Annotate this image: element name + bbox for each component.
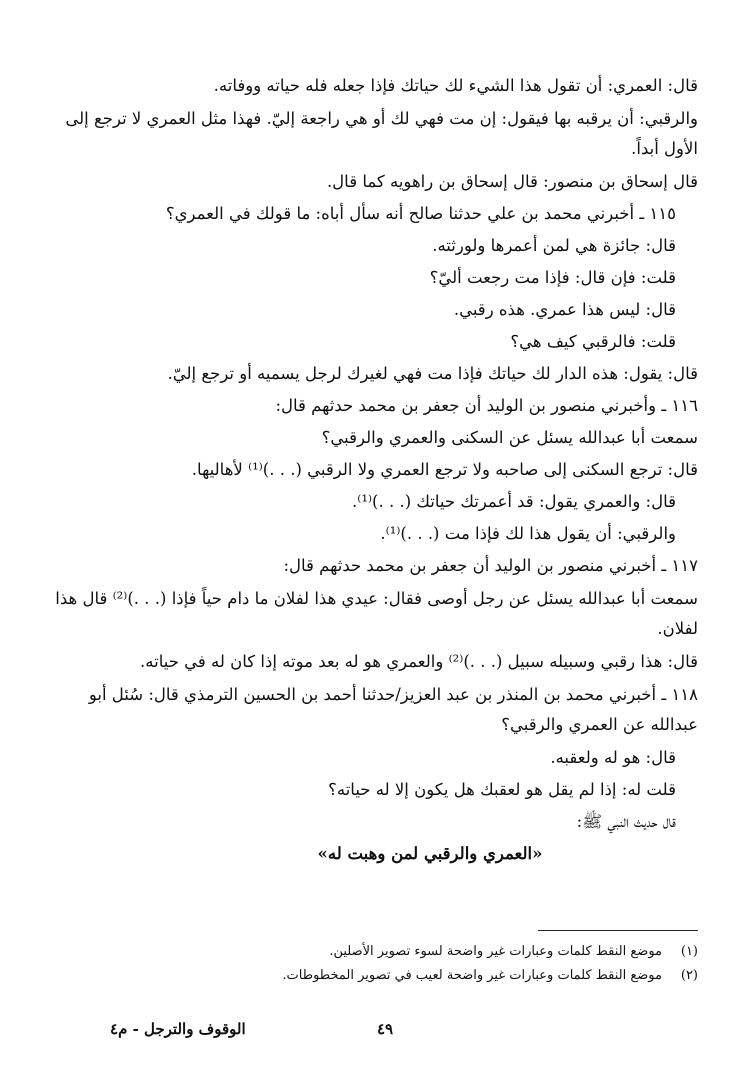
- text-line: قال حديث النبي ﷺ:: [576, 812, 676, 831]
- text-line: ١١٨ ـ أخبرني محمد بن المنذر بن عبد العزيز/حدثنا أحمد بن الحسين الترمذي قال: سُئل أبو عبدالله عن العمري والرقبي؟: [88, 685, 698, 734]
- text-line: قال إسحاق بن منصور: قال إسحاق بن راهويه كما قال.: [326, 172, 698, 191]
- text-line: قلت له: إذا لم يقل هو لعقبك هل يكون إلا له حياته؟: [328, 780, 676, 799]
- text-line: ١١٥ ـ أخبرني محمد بن علي حدثنا صالح أنه سأل أباه: ما قولك في العمري؟: [165, 204, 676, 223]
- text-line: قال: هذا رقبي وسبيله سبيل (. . .)⁽²⁾ والعمري هو له بعد موته إذا كان له في حياته.: [140, 652, 698, 671]
- text-line: قال: العمري: أن تقول هذا الشيء لك حياتك فإذا جعله فله حياته ووفاته.: [213, 76, 698, 95]
- footnote-text: موضع النقط كلمات وعبارات غير واضحة لسوء تصوير الأصلين.: [329, 944, 662, 959]
- text-line: سمعت أبا عبدالله يسئل عن رجل أوصى فقال: عيدي هذا لفلان ما دام حياً فإذا (. . .)⁽²⁾ قال هذا لفلان.: [55, 589, 698, 638]
- footnote: [52, 940, 698, 964]
- footnote-mark: (٢): [680, 968, 698, 983]
- text-line: ١١٧ ـ أخبرني منصور بن الوليد أن جعفر بن محمد حدثهم قال:: [283, 556, 698, 575]
- text-line: والرقبي: أن يرقبه بها فيقول: إن مت فهي لك أو هي راجعة إليّ. فهذا مثل العمري لا ترجع إلى الأول أبداً.: [65, 109, 698, 158]
- text-line: قال: هو له ولعقبه.: [550, 748, 676, 767]
- text-line: قلت: فإن قال: فإذا مت رجعت أليّ؟: [429, 268, 676, 287]
- text-line: قال: ترجع السكنى إلى صاحبه ولا ترجع العمري ولا الرقبي (. . .)⁽¹⁾ لأهاليها.: [191, 460, 698, 479]
- page-number: ٤٩: [376, 1020, 394, 1038]
- footnote-separator: [538, 930, 698, 931]
- main-text: [52, 70, 698, 870]
- text-line: والرقبي: أن يقول هذا لك فإذا مت (. . .)⁽¹⁾.: [380, 524, 676, 543]
- text-line: قال: والعمري يقول: قد أعمرتك حياتك (. . .)⁽¹⁾.: [352, 492, 676, 511]
- text-line: سمعت أبا عبدالله يسئل عن السكنى والعمري والرقبي؟: [321, 428, 698, 447]
- hadith-quote: «العمري والرقبي لمن وهبت له»: [317, 844, 543, 863]
- text-line: ١١٦ ـ وأخبرني منصور بن الوليد أن جعفر بن محمد حدثهم قال:: [275, 396, 698, 415]
- footnotes: [52, 940, 698, 988]
- text-line: قال: جائزة هي لمن أعمرها ولورثته.: [432, 236, 676, 255]
- page-footer: [0, 1020, 750, 1050]
- running-title: الوقوف والترجل - م٤: [110, 1020, 246, 1038]
- text-line: قلت: فالرقبي كيف هي؟: [510, 332, 676, 351]
- footnote: [52, 964, 698, 988]
- footnote-mark: (١): [680, 944, 698, 959]
- footnote-text: موضع النقط كلمات وعبارات غير واضحة لعيب في تصوير المخطوطات.: [282, 968, 662, 983]
- text-line: قال: ليس هذا عمري. هذه رقبي.: [453, 300, 676, 319]
- text-line: قال: يقول: هذه الدار لك حياتك فإذا مت فهي لغيرك لرجل يسميه أو ترجع إليّ.: [167, 364, 698, 383]
